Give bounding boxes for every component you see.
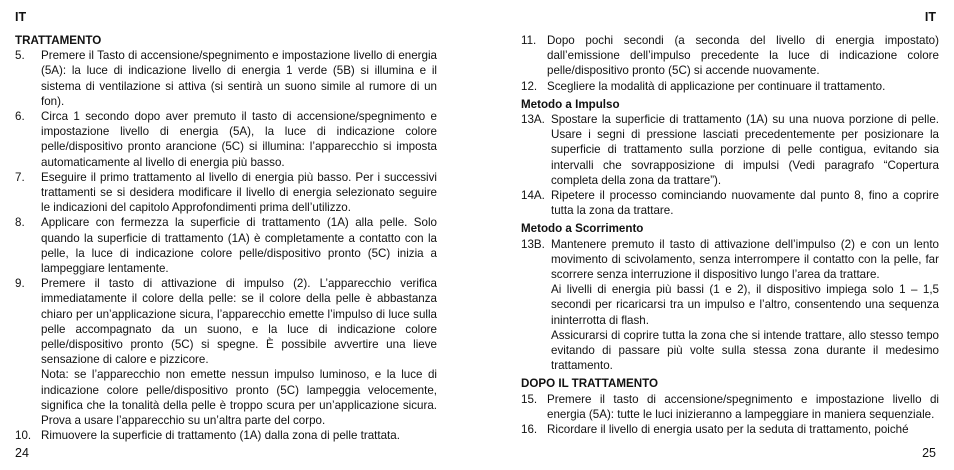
item-text bbox=[547, 392, 939, 422]
steps-list bbox=[521, 112, 939, 218]
item-paragraph: Ripetere il processo cominciando nuovamente dal punto 8, fino a coprire tutta la zona da trattare. bbox=[551, 189, 939, 218]
item-text bbox=[547, 422, 939, 437]
item-paragraph: Applicare con fermezza la superficie di trattamento (1A) alla pelle. Solo quando la superficie di trattamento (1A) è completamente a contatto con la pelle, la luce di indicazione colore pelle/dispositivo pronto (5C) inizia a lampeggiare lentamente. bbox=[41, 216, 437, 276]
list-item bbox=[521, 33, 939, 79]
section-heading-impulso: Metodo a Impulso bbox=[521, 97, 620, 111]
item-number: 7. bbox=[15, 170, 25, 184]
list-item bbox=[15, 215, 437, 276]
item-paragraph: Ricordare il livello di energia usato per la seduta di trattamento, poiché bbox=[547, 423, 909, 437]
item-text bbox=[547, 33, 939, 79]
section-heading-dopo: DOPO IL TRATTAMENTO bbox=[521, 377, 658, 391]
item-paragraph: Circa 1 secondo dopo aver premuto il tasto di accensione/spegnimento e impostazione livello di energia (5A), la luce di indicazione colore pelle/dispositivo pronto arancione (5C) si illumina: l’apparecchio si imposta automaticamente al livello di energia più basso. bbox=[41, 110, 437, 169]
item-text bbox=[41, 215, 437, 276]
item-number: 16. bbox=[521, 423, 538, 437]
item-paragraph: Dopo pochi secondi (a seconda del livello di energia impostato) dall’emissione dell’impulso precedente la luce di indicazione colore pelle/dispositivo pronto (5C) si accende nuovamente. bbox=[547, 34, 939, 78]
language-label: IT bbox=[15, 10, 27, 24]
steps-list bbox=[521, 392, 939, 438]
item-text bbox=[41, 276, 437, 428]
item-number: 10. bbox=[15, 429, 32, 443]
list-item bbox=[521, 422, 939, 437]
item-paragraph: Nota: se l’apparecchio non emette nessun impulso luminoso, e la luce di indicazione colore pelle/dispositivo pronto (5C) lampeggia velocemente, significa che la tonalità della pelle è troppo scura per un’applicazione sicura. Prova a usare l’apparecchio su un’altra parte del corpo. bbox=[41, 368, 437, 428]
item-number: 8. bbox=[15, 216, 25, 230]
page-number: 25 bbox=[922, 446, 936, 460]
item-number: 15. bbox=[521, 392, 538, 406]
item-text bbox=[41, 428, 437, 443]
item-paragraph: Assicurarsi di coprire tutta la zona che si intende trattare, allo stesso tempo evitando di passare più volte sulla stessa zona durante il medesimo trattamento. bbox=[551, 328, 939, 373]
item-number: 14A. bbox=[521, 189, 545, 203]
item-text bbox=[41, 170, 437, 216]
item-number: 5. bbox=[15, 49, 25, 63]
item-number: 11. bbox=[521, 34, 537, 47]
section-heading-scorrimento: Metodo a Scorrimento bbox=[521, 222, 644, 236]
item-text bbox=[41, 48, 437, 109]
item-number: 12. bbox=[521, 79, 538, 93]
steps-list bbox=[15, 48, 437, 443]
item-text bbox=[551, 188, 939, 218]
item-text bbox=[551, 237, 939, 374]
item-paragraph: Mantenere premuto il tasto di attivazione dell’impulso (2) e con un lento movimento di scivolamento, senza interrompere il contatto con la pelle, far scorrere senza interruzione il dispositivo lungo l’area da trattare. bbox=[551, 237, 939, 282]
item-paragraph: Spostare la superficie di trattamento (1A) su una nuova porzione di pelle. Usare i segni di pressione lasciati precedentemente per posizionare la superficie di trattamento sulla porzione di pelle contigua, evitando sia intervalli che sovrapposizione di impulsi (Vedi paragrafo “Copertura completa della zona da trattare”). bbox=[551, 113, 939, 187]
item-paragraph: Premere il Tasto di accensione/spegnimento e impostazione livello di energia (5A): la luce di indicazione livello di energia 1 verde (5B) si illumina e il sistema di ventilazione si attiva (si sentirà un suono simile al rumore di un fon). bbox=[41, 49, 437, 108]
item-text bbox=[551, 112, 939, 188]
steps-list bbox=[521, 237, 939, 374]
item-paragraph: Rimuovere la superficie di trattamento (1A) dalla zona di pelle trattata. bbox=[41, 429, 400, 443]
list-item bbox=[15, 170, 437, 216]
item-paragraph: Eseguire il primo trattamento al livello di energia più basso. Per i successivi trattamenti se si desidera modificare il livello di energia selezionato seguire le indicazioni del capitolo Approfondimenti prima dell’utilizzo. bbox=[41, 170, 437, 215]
list-item bbox=[521, 79, 939, 94]
item-number: 6. bbox=[15, 110, 25, 124]
item-text bbox=[41, 109, 437, 170]
list-item bbox=[521, 112, 939, 188]
list-item bbox=[15, 428, 437, 443]
list-item bbox=[521, 237, 939, 374]
item-number: 13A. bbox=[521, 113, 545, 127]
language-label: IT bbox=[924, 10, 936, 24]
list-item bbox=[15, 48, 437, 109]
item-number: 13B. bbox=[521, 237, 545, 251]
right-page bbox=[477, 0, 954, 470]
list-item bbox=[521, 188, 939, 218]
item-text bbox=[547, 79, 939, 94]
steps-list bbox=[521, 33, 939, 94]
page-number: 24 bbox=[15, 446, 29, 460]
left-column bbox=[15, 33, 437, 443]
list-item bbox=[15, 276, 437, 428]
section-heading-trattamento: TRATTAMENTO bbox=[15, 34, 102, 47]
item-paragraph: Scegliere la modalità di applicazione per continuare il trattamento. bbox=[547, 79, 886, 93]
item-number: 9. bbox=[15, 277, 25, 291]
item-paragraph: Premere il tasto di accensione/spegnimento e impostazione livello di energia (5A): tutte le luci inizieranno a lampeggiare in maniera sequenziale. bbox=[547, 392, 939, 421]
item-paragraph: Ai livelli di energia più bassi (1 e 2), il dispositivo impiega solo 1 – 1,5 secondi per ricaricarsi tra un impulso e l’altro, consentendo una sequenza ininterrotta di flash. bbox=[551, 283, 939, 327]
right-column bbox=[521, 33, 939, 437]
list-item bbox=[521, 392, 939, 422]
list-item bbox=[15, 109, 437, 170]
item-paragraph: Premere il tasto di attivazione di impulso (2). L’apparecchio verifica immediatamente il colore della pelle: se il colore della pelle è abbastanza chiaro per un’applicazione sicura, l’apparecchio emette l’impulso di luce sulla pelle accompagnato da un suono, e la luce di indicazione colore pelle/dispositivo pronto (5C) si spegne. È possibile avvertire una lieve sensazione di calore e pizzicore. bbox=[41, 277, 437, 367]
